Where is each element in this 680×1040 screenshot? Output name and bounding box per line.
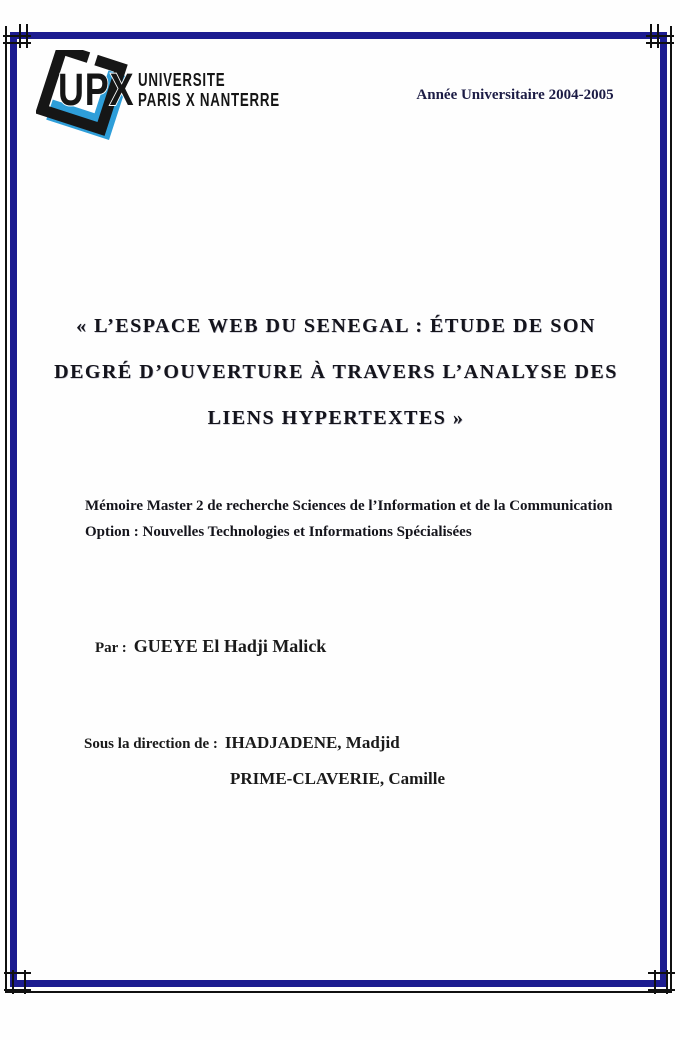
institution-line2: PARIS X NANTERRE <box>138 90 280 110</box>
thesis-title-line2: DEGRÉ D’OUVERTURE À TRAVERS L’ANALYSE DES <box>54 361 618 383</box>
supervisor-2: PRIME-CLAVERIE, Camille <box>230 769 446 788</box>
degree-line2: Option : Nouvelles Technologies et Informations Spécialisées <box>85 524 472 540</box>
thesis-title <box>0 303 672 441</box>
degree-description <box>85 493 613 545</box>
upx-acronym: UPX <box>58 64 135 115</box>
author-label: Par : <box>95 640 127 656</box>
academic-year: Année Universitaire 2004-2005 <box>416 87 614 103</box>
supervision-label: Sous la direction de : <box>84 736 218 752</box>
university-logo <box>36 50 336 150</box>
supervisor-1: IHADJADENE, Madjid <box>224 733 400 752</box>
author-name: GUEYE El Hadji Malick <box>133 636 327 656</box>
author-line <box>95 636 326 657</box>
institution-line1: UNIVERSITE <box>138 70 226 90</box>
degree-line1: Mémoire Master 2 de recherche Sciences de l’Information et de la Communication <box>85 498 613 514</box>
thesis-title-line3: LIENS HYPERTEXTES » <box>207 407 465 429</box>
thesis-title-line1: « L’ESPACE WEB DU SENEGAL : ÉTUDE DE SON <box>76 315 596 337</box>
supervision-line <box>84 733 400 753</box>
institution-name <box>138 70 280 110</box>
